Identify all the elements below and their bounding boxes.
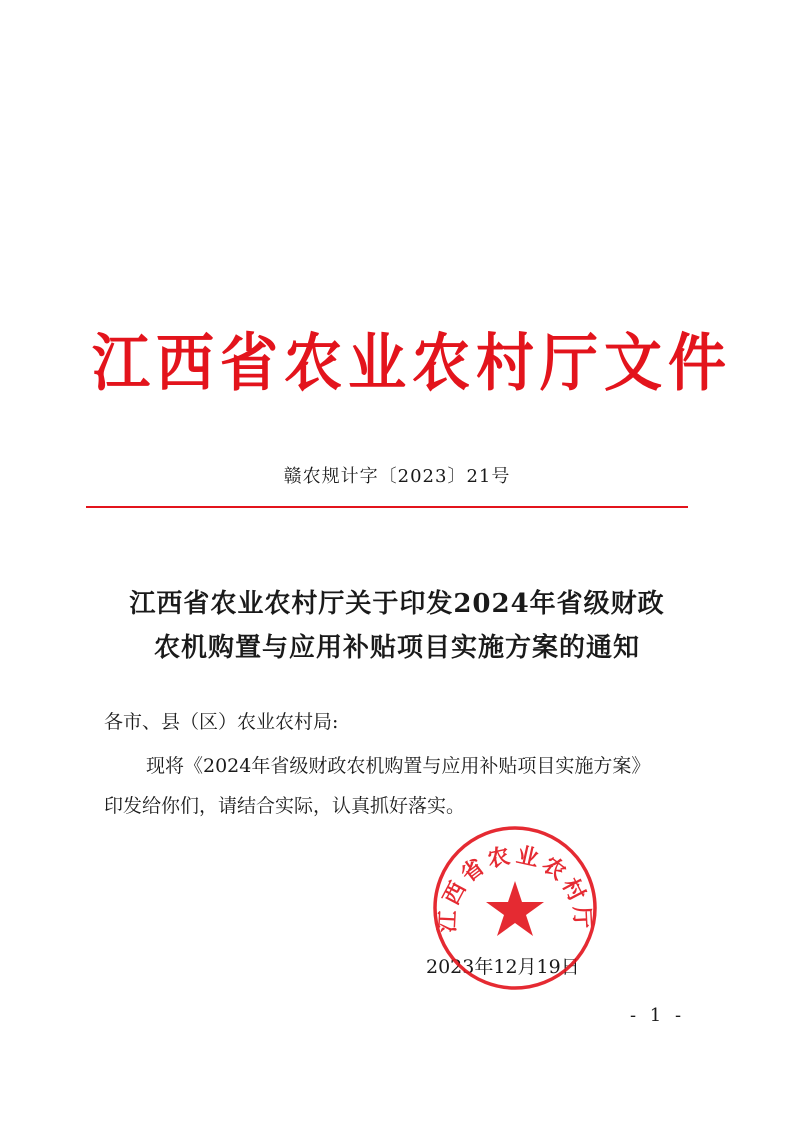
- red-separator-line: [86, 506, 688, 508]
- star-icon: [486, 881, 544, 936]
- issue-date: 2023年12月19日: [426, 956, 580, 978]
- official-seal: [430, 823, 600, 993]
- body-paragraph-line-1: 现将《2024年省级财政农机购置与应用补贴项目实施方案》: [146, 755, 651, 777]
- notice-title-line-1: 江西省农业农村厅关于印发2024年省级财政: [129, 589, 665, 619]
- notice-title: [86, 582, 708, 670]
- notice-title-line-2: 农机购置与应用补贴项目实施方案的通知: [153, 633, 640, 663]
- seal-text: 江西省农业农村厅: [434, 841, 596, 934]
- page-number: - 1 -: [630, 1005, 686, 1026]
- body-paragraph-line-2: 印发给你们，请结合实际，认真抓好落实。: [104, 795, 466, 817]
- salutation: 各市、县（区）农业农村局:: [104, 711, 339, 733]
- document-number: 赣农规计字〔2023〕21号: [283, 466, 511, 487]
- red-header-title: 江西省农业农村厅文件: [92, 326, 733, 400]
